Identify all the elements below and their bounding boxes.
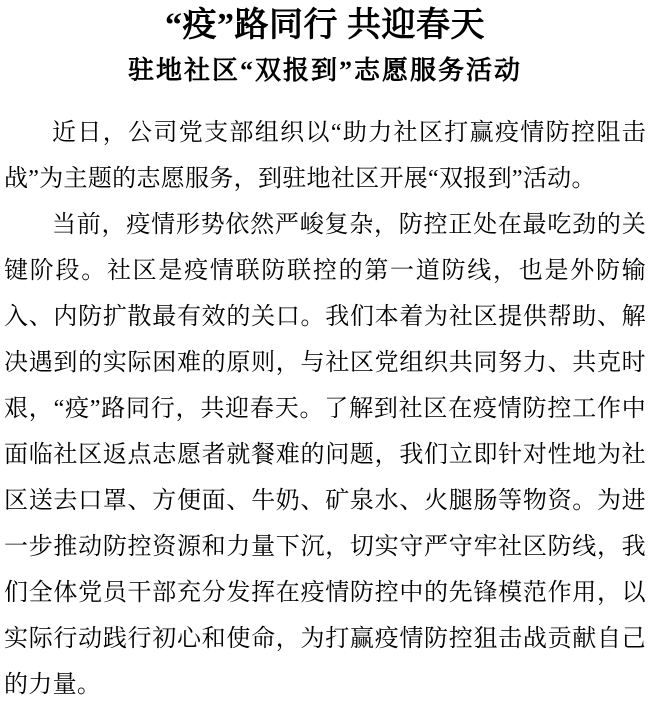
document-title: “疫”路同行 共迎春天 (165, 7, 485, 44)
document-subtitle: 驻地社区“双报到”志愿服务活动 (127, 56, 522, 85)
document-body (4, 110, 646, 704)
paragraph-main: 当前，疫情形势依然严峻复杂，防控正处在最吃劲的关键阶段。社区是疫情联防联控的第一道防线，也是外防输入、内防扩散最有效的关口。我们本着为社区提供帮助、解决遇到的实际困难的原则，与社区党组织共同努力、共克时艰，“疫”路同行，共迎春天。了解到社区在疫情防控工作中面临社区返点志愿者就餐难的问题，我们立即针对性地为社区送去口罩、方便面、牛奶、矿泉水、火腿肠等物资。为进一步推动防控资源和力量下沉，切实守严守牢社区防线，我们全体党员干部充分发挥在疫情防控中的先锋模范作用，以实际行动践行初心和使命，为打赢疫情防控狙击战贡献自己的力量。 (4, 212, 646, 698)
paragraph-intro: 近日，公司党支部组织以“助力社区打赢疫情防控阻击战”为主题的志愿服务，到驻地社区开展“双报到”活动。 (4, 120, 646, 192)
